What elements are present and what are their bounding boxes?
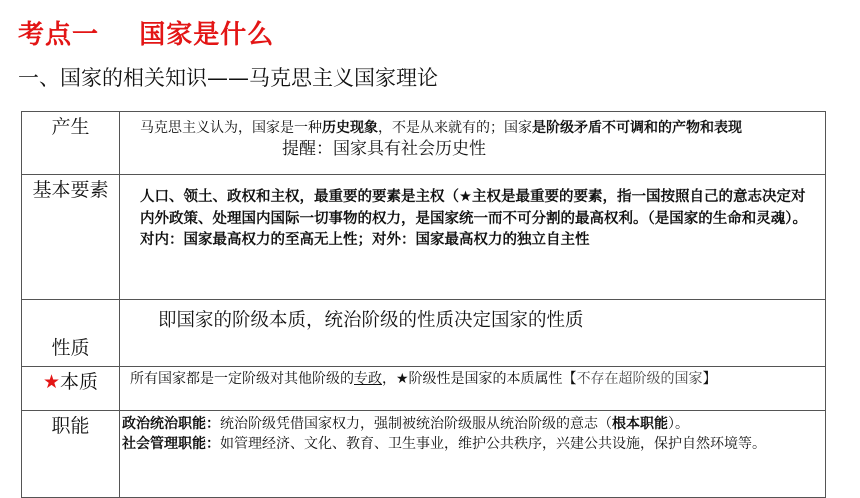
row-label-elements: 基本要素 <box>22 175 120 300</box>
produce-text-bold-2: 是阶级矛盾不可调和的产物和表现 <box>532 120 742 136</box>
function-political-text: 统治阶级凭借国家权力，强制被统治阶级服从统治阶级的意志（ <box>220 416 612 432</box>
row-content-elements <box>120 175 826 300</box>
essence-text-4: 】 <box>702 371 717 387</box>
function-social-title: 社会管理职能： <box>122 435 220 452</box>
star-icon: ★ <box>42 371 61 393</box>
row-label-produce: 产生 <box>22 112 120 175</box>
produce-text-bold-1: 历史现象 <box>322 120 378 136</box>
function-social <box>122 435 817 455</box>
row-label-essence <box>22 367 120 411</box>
produce-hint: 提醒：国家具有社会历史性 <box>282 139 486 159</box>
row-label-nature: 性质 <box>22 300 120 367</box>
essence-text-underlined: 专政 <box>354 371 382 387</box>
essence-text-2: ，★阶级性是国家的本质属性【 <box>382 371 577 387</box>
table-row-produce <box>22 112 826 175</box>
row-content-essence <box>120 367 826 411</box>
table-row-essence <box>22 367 826 411</box>
table-row-nature <box>22 300 826 367</box>
section-subtitle: 一、国家的相关知识——马克思主义国家理论 <box>18 66 438 90</box>
function-social-text: 如管理经济、文化、教育、卫生事业，维护公共秩序，兴建公共设施，保护自然环境等。 <box>220 435 766 452</box>
row-content-nature: 即国家的阶级本质，统治阶级的性质决定国家的性质 <box>120 300 826 367</box>
produce-text-1: 马克思主义认为，国家是一种 <box>140 120 322 136</box>
row-content-function <box>120 411 826 498</box>
row-label-function: 职能 <box>22 411 120 498</box>
page-title: 考点一 国家是什么 <box>18 20 275 50</box>
row-content-produce <box>120 112 826 175</box>
function-political-end: ）。 <box>668 416 689 432</box>
produce-text-2: ，不是从来就有的；国家 <box>378 120 532 136</box>
function-political <box>122 415 817 435</box>
elements-text-2: 对内：国家最高权力的至高无上性；对外：国家最高权力的独立自主性 <box>140 232 590 248</box>
elements-text: 人口、领土、政权和主权，最重要的要素是主权（★主权是最重要的要素，指一国按照自己的意志决定对内外政策、处理国内国际一切事物的权力，是国家统一而不可分割的最高权利。（是国家的生命和灵魂）。 <box>140 189 807 227</box>
essence-label-text: 本质 <box>60 371 99 393</box>
state-theory-table <box>21 111 826 498</box>
essence-text-3: 不存在超阶级的国家 <box>576 371 703 387</box>
function-political-core: 根本职能 <box>612 416 668 432</box>
table-row-elements <box>22 175 826 300</box>
table-row-function <box>22 411 826 498</box>
essence-text-1: 所有国家都是一定阶级对其他阶级的 <box>130 371 354 387</box>
function-political-title: 政治统治职能： <box>122 416 220 432</box>
